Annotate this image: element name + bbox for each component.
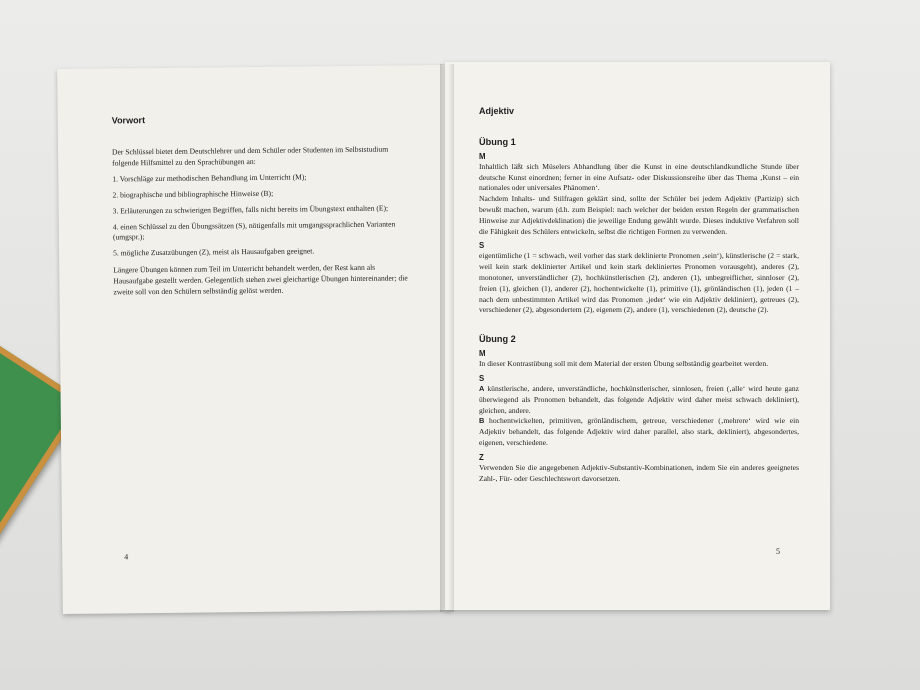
exercise-2-title: Übung 2 — [479, 334, 516, 345]
exercise-1-m-text-1: Inhaltlich läßt sich Müselers Abhandlung über die Kunst in eine deutschlandkundliche Stunde über deutsche Kunst einordnen; ferner in eine Aufsatz- oder Diskussionsreihe über das Thema ‚Kunst – ein nationales oder universales Phänomen‘. — [479, 161, 799, 193]
page-number-right: 5 — [776, 547, 780, 556]
exercise-2-s-label: S — [479, 374, 485, 384]
foreword-heading: Vorwort — [111, 115, 146, 126]
foreword-item-3: 3. Erläuterungen zu schwierigen Begriffen, falls nicht bereits im Übungstext enthalten (E); — [112, 203, 389, 216]
book-spine — [440, 64, 454, 612]
left-page — [57, 65, 451, 614]
foreword-item-4: 4. einen Schlüssel zu den Übungssätzen (S), nötigenfalls mit umgangssprachlichen Varianten (umgspr.); — [112, 219, 396, 242]
foreword-item-2: 2. biographische und bibliographische Hinweise (B); — [112, 188, 274, 200]
exercise-2-b-label: B — [479, 416, 485, 426]
adjective-heading: Adjektiv — [479, 106, 515, 116]
exercise-1-m-label: M — [479, 151, 486, 161]
foreword-item-5: 5. mögliche Zusatzübungen (Z), meist als Hausaufgaben geeignet. — [113, 246, 315, 258]
exercise-2-m-label: M — [479, 349, 486, 359]
exercise-2-z-text: Verwenden Sie die angegebenen Adjektiv-Substantiv-Kombinationen, indem Sie ein anderes geeignetes Zahl-, Für- oder Geschlechtswort davorsetzen. — [479, 462, 799, 483]
exercise-2-a-label: A — [479, 384, 485, 394]
right-page — [445, 62, 830, 610]
exercise-2-m-text: In dieser Kontrastübung soll mit dem Material der ersten Übung selbständig gearbeitet werden. — [479, 359, 769, 369]
exercise-2-a-text: künstlerische, andere, unverständliche, hochkünstlerischer, sinnlosen, freien (‚alle‘ wird heute ganz überwiegend als Pronomen behandelt, das folgende Adjektiv wird daher meist schwach dekliniert), gleichen, andere. — [479, 384, 799, 415]
exercise-2-a-paragraph — [479, 384, 799, 416]
exercise-1-s-label: S — [479, 241, 485, 251]
right-page-content — [479, 105, 799, 487]
exercise-2-z-label: Z — [479, 452, 484, 462]
exercise-1-title: Übung 1 — [479, 136, 516, 147]
exercise-2-b-paragraph — [479, 416, 799, 448]
exercise-2-b-text: hochentwickelten, primitiven, grönländischem, getreue, verschiedener (‚mehrere‘ wird wie ein Adjektiv behandelt, das folgende Adjektiv wird daher parallel, also stark, dekliniert), abgesondertes, eigenen, verschiedene. — [479, 416, 799, 447]
foreword-intro: Der Schlüssel bietet dem Deutschlehrer und dem Schüler oder Studenten im Selbststudium folgende Hilfsmittel zu den Sprachübungen an: — [111, 144, 389, 168]
left-page-content — [112, 111, 410, 303]
exercise-1-s-text: eigentümliche (1 = schwach, weil vorher das stark deklinierte Pronomen ‚sein‘), künstlerische (2 = stark, weil kein stark deklinierter Artikel und kein stark dekliniertes Pronomen vorausgeht), anderes (2), monotoner, unverständlicher (2), hochkünstlerischen (2), anderen (1), unbegreiflicher, sinnloser (2), freien (1), gleichen (1), anderer (2), hochentwickelte (1), primitive (1), grönländischen (1), jeden (1 – nach dem unbestimmten Artikel wird das Pronomen ‚jeder‘ wie ein Adjektiv dekliniert), getreues (2), verschiedener (2), abgesondertem (2), eigenem (2), andere (1), verschiedenen (2), deutsche (2). — [479, 251, 799, 315]
exercise-1-m-text-2: Nachdem Inhalts- und Stilfragen geklärt sind, sollte der Schüler bei jedem Adjektiv (Partizip) sich bewußt machen, warum (d.h. zum Beispiel: nach welcher der beiden ersten Regeln der grammatischen Hinweise zur Adjektivdeklination) die jeweilige Endung gewählt wurde. Dieses induktive Verfahren soll die Fähigkeit des Schülers entwickeln, selbst die richtigen Formen zu verwenden. — [479, 194, 799, 236]
foreword-closing: Längere Übungen können zum Teil im Unterricht behandelt werden, der Rest kann als Hausaufgabe gestellt werden. Gelegentlich stehen zwei gleichartige Übungen hintereinander; die zweite soll von den Schülern selbständig gelöst werden. — [113, 262, 408, 297]
foreword-item-1: 1. Vorschläge zur methodischen Behandlung im Unterricht (M); — [112, 172, 307, 184]
page-number-left: 4 — [124, 552, 129, 562]
